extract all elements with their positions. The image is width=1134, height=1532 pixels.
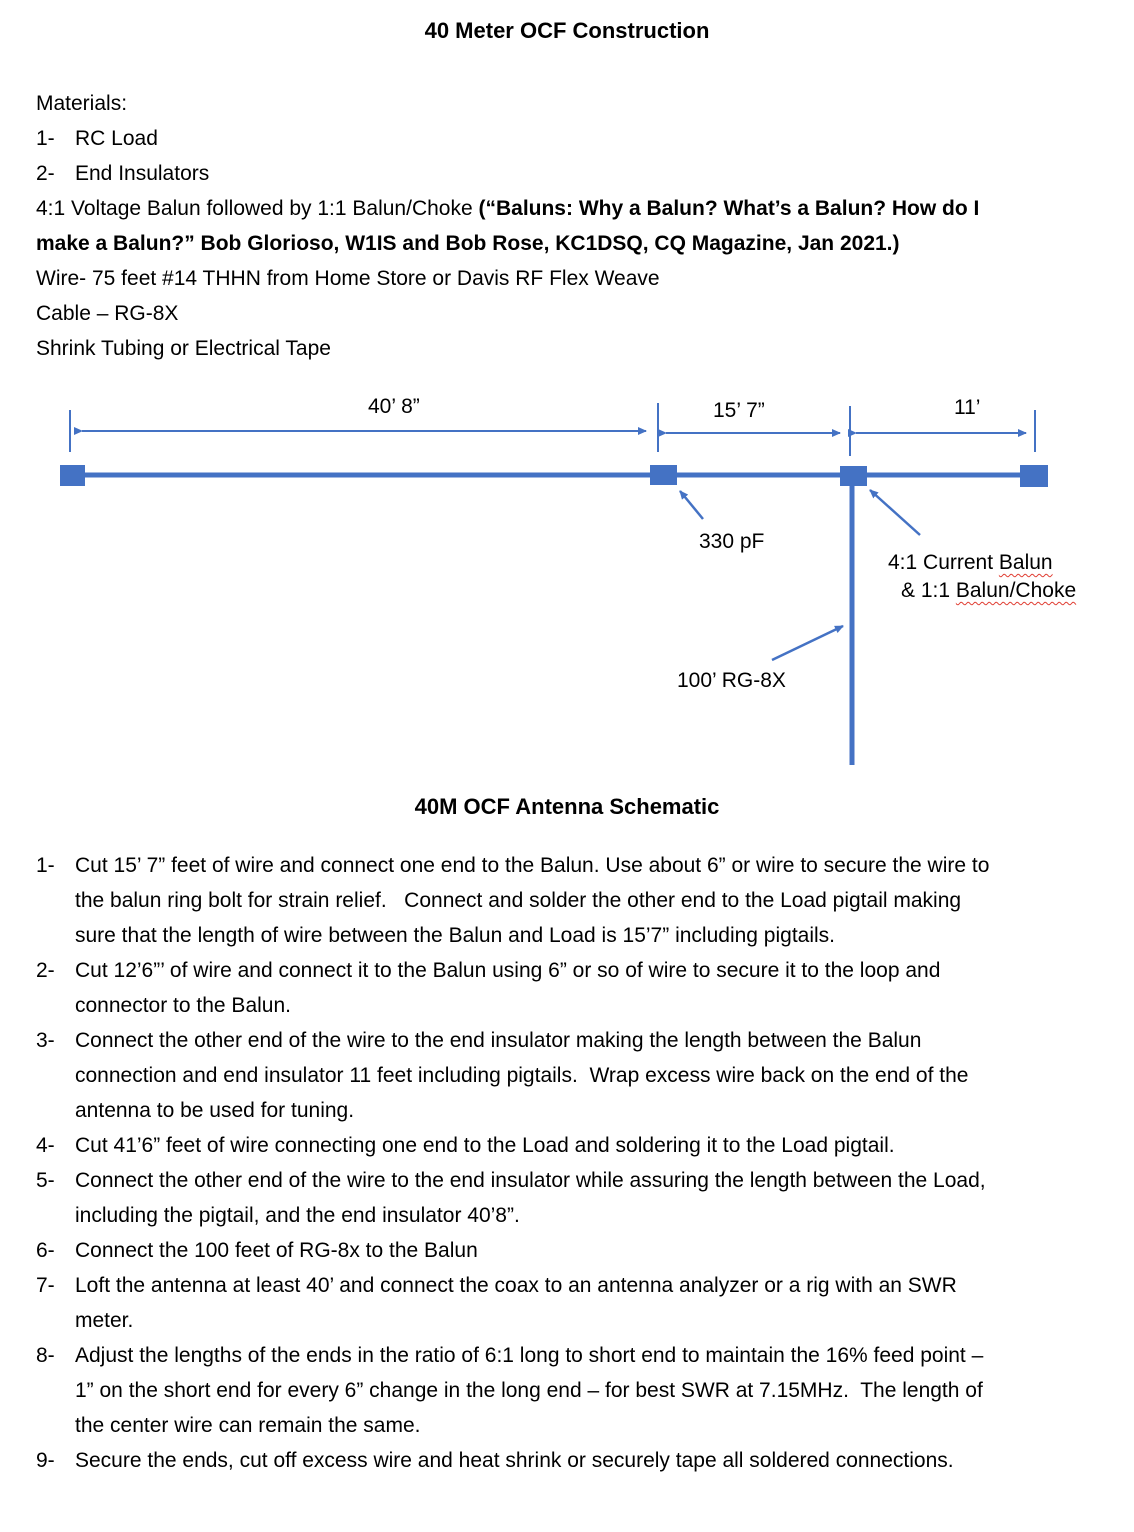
step-item-4	[36, 1128, 989, 1163]
step-item-2	[36, 953, 989, 1023]
step-item-8	[36, 1338, 989, 1443]
step-number: 3-	[36, 1029, 55, 1052]
pointer-arrow-capacitor	[680, 491, 703, 519]
step-line: 1” on the short end for every 6” change in the long end – for best SWR at 7.15MHz. The length of	[75, 1379, 983, 1402]
step-line: sure that the length of wire between the Balun and Load is 15’7” including pigtails.	[75, 924, 835, 947]
step-line: Connect the other end of the wire to the end insulator making the length between the Balun	[75, 1029, 922, 1052]
materials-item-number: 1-	[36, 127, 55, 150]
materials-cable: Cable – RG-8X	[36, 302, 179, 325]
balun-label-prefix: & 1:1	[901, 579, 956, 602]
step-number: 4-	[36, 1134, 55, 1157]
step-line: Connect the 100 feet of RG-8x to the Balun	[75, 1239, 478, 1262]
step-line: meter.	[75, 1309, 134, 1332]
materials-item-number: 2-	[36, 162, 55, 185]
step-line: Cut 12’6”’ of wire and connect it to the Balun using 6” or so of wire to secure it to the loop and	[75, 959, 941, 982]
step-line: connection and end insulator 11 feet including pigtails. Wrap excess wire back on the end of the	[75, 1064, 969, 1087]
end-insulator-left	[60, 465, 85, 486]
balun-citation-bold-text: (“Baluns: Why a Balun? What’s a Balun? How do I	[478, 197, 980, 220]
end-insulator-right	[1020, 465, 1048, 487]
page-title: 40 Meter OCF Construction	[424, 18, 710, 43]
step-number: 9-	[36, 1449, 55, 1472]
materials-balun-line-2: make a Balun?” Bob Glorioso, W1IS and Bob Rose, KC1DSQ, CQ Magazine, Jan 2021.)	[36, 232, 900, 255]
step-number: 1-	[36, 854, 55, 877]
step-line: including the pigtail, and the end insulator 40’8”.	[75, 1204, 520, 1227]
step-item-1	[36, 848, 989, 953]
step-item-9	[36, 1443, 989, 1478]
balun-label-line-1	[888, 551, 1053, 575]
rc-load-block	[650, 465, 677, 485]
step-text	[75, 1023, 989, 1128]
step-text	[75, 1233, 989, 1268]
pointer-arrow-balun	[870, 490, 920, 535]
step-text	[75, 1443, 989, 1478]
schematic-caption: 40M OCF Antenna Schematic	[414, 794, 720, 819]
step-text	[75, 1128, 989, 1163]
step-line: connector to the Balun.	[75, 994, 291, 1017]
balun-label-misspelled-word: Balun/Choke	[955, 579, 1077, 602]
step-item-3	[36, 1023, 989, 1128]
materials-item-1	[36, 121, 979, 156]
step-line: Cut 41’6” feet of wire connecting one end to the Load and soldering it to the Load pigtail.	[75, 1134, 895, 1157]
step-number: 6-	[36, 1239, 55, 1262]
step-line: Connect the other end of the wire to the end insulator while assuring the length between the Load,	[75, 1169, 986, 1192]
capacitor-label: 330 pF	[699, 530, 765, 553]
balun-block	[840, 466, 867, 486]
materials-item-text: RC Load	[75, 127, 158, 150]
dim-label-15ft7in: 15’ 7”	[713, 399, 765, 422]
step-item-7	[36, 1268, 989, 1338]
step-line: Cut 15’ 7” feet of wire and connect one end to the Balun. Use about 6” or wire to secure the wire to	[75, 854, 990, 877]
materials-shrink-tubing: Shrink Tubing or Electrical Tape	[36, 337, 331, 360]
step-text	[75, 953, 989, 1023]
materials-balun-line-1	[36, 191, 979, 226]
step-text	[75, 848, 989, 953]
dim-label-40ft8in: 40’ 8”	[368, 395, 420, 418]
materials-heading: Materials:	[36, 92, 128, 115]
step-line: Adjust the lengths of the ends in the ratio of 6:1 long to short end to maintain the 16% feed point –	[75, 1344, 984, 1367]
step-item-5	[36, 1163, 989, 1233]
dim-label-11ft: 11’	[954, 396, 981, 419]
step-line: Loft the antenna at least 40’ and connect the coax to an antenna analyzer or a rig with an SWR	[75, 1274, 957, 1297]
coax-label: 100’ RG-8X	[677, 669, 786, 692]
materials-wire: Wire- 75 feet #14 THHN from Home Store or Davis RF Flex Weave	[36, 267, 660, 290]
step-text	[75, 1163, 989, 1233]
step-number: 8-	[36, 1344, 55, 1367]
step-number: 5-	[36, 1169, 55, 1192]
balun-line-normal-text: 4:1 Voltage Balun followed by 1:1 Balun/Choke	[36, 197, 479, 220]
step-text	[75, 1268, 989, 1338]
materials-item-text: End Insulators	[75, 162, 210, 185]
step-item-6	[36, 1233, 989, 1268]
balun-label-misspelled-word: Balun	[998, 551, 1053, 574]
balun-label-prefix: 4:1 Current	[888, 551, 999, 574]
step-number: 7-	[36, 1274, 55, 1297]
materials-item-2	[36, 156, 979, 191]
step-line: antenna to be used for tuning.	[75, 1099, 355, 1122]
step-line: Secure the ends, cut off excess wire and heat shrink or securely tape all soldered connections.	[75, 1449, 954, 1472]
construction-steps-list	[36, 848, 989, 1478]
balun-label-line-2	[901, 579, 1076, 603]
pointer-arrow-coax	[772, 626, 843, 660]
step-number: 2-	[36, 959, 55, 982]
step-line: the balun ring bolt for strain relief. Connect and solder the other end to the Load pigtail making	[75, 889, 962, 912]
step-text	[75, 1338, 989, 1443]
materials-section	[36, 86, 979, 366]
step-line: the center wire can remain the same.	[75, 1414, 421, 1437]
